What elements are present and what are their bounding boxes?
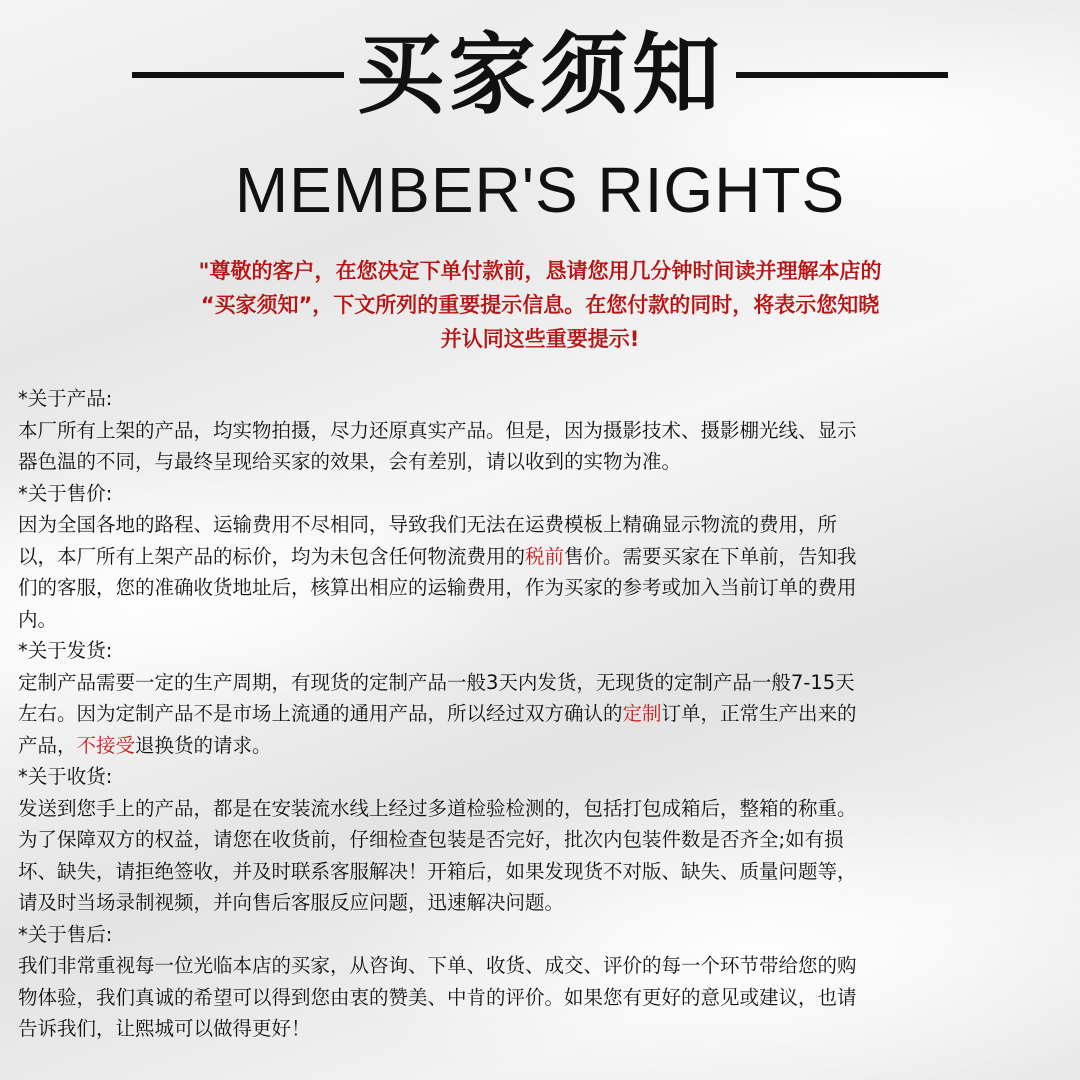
shipping-text: 左右。因为定制产品不是市场上流通的通用产品，所以经过双方确认的 [18,702,623,725]
after-sales-line: 我们非常重视每一位光临本店的买家，从咨询、下单、收货、成交、评价的每一个环节带给您的购 [18,954,857,977]
shipping-line [18,730,1068,762]
product-line: 本厂所有上架的产品，均实物拍摄，尽力还原真实产品。但是，因为摄影技术、摄影棚光线、显示 [18,418,857,442]
section-heading-shipping: *关于发货: [18,639,113,662]
notice-block [60,254,1020,356]
title-rule-right [736,72,948,78]
section-heading-product: *关于产品: [18,387,113,410]
notice-line: “买家须知”，下文所列的重要提示信息。在您付款的同时，将表示您知晓 [200,293,880,317]
title-rule-left [132,72,344,78]
after-sales-line: 告诉我们，让熙城可以做得更好！ [18,1017,311,1040]
shipping-text: 订单，正常生产出来的 [661,702,857,725]
notice-line: "尊敬的客户，在您决定下单付款前，恳请您用几分钟时间读并理解本店的 [198,259,882,283]
shipping-text: 退换货的请求。 [135,733,272,757]
receiving-line: 发送到您手上的产品，都是在安装流水线上经过多道检验检测的，包括打包成箱后，整箱的称重。 [18,796,857,820]
receiving-line: 请及时当场录制视频，并向售后客服反应问题，迅速解决问题。 [18,891,565,914]
price-text: 以，本厂所有上架产品的标价，均为未包含任何物流费用的 [18,544,526,568]
product-line: 器色温的不同，与最终呈现给买家的效果，会有差别，请以收到的实物为准。 [18,450,682,473]
price-line: 们的客服，您的准确收货地址后，核算出相应的运输费用，作为买家的参考或加入当前订单的费用 [18,576,857,599]
shipping-line [18,698,1068,730]
no-return-highlight: 不接受 [76,733,136,757]
section-heading-receiving: *关于收货: [18,765,113,788]
notice-line: 并认同这些重要提示! [440,327,640,351]
pre-tax-highlight: 税前 [525,544,565,568]
page-title: 买家须知 [355,23,724,126]
title-row [0,20,1080,130]
shipping-line: 定制产品需要一定的生产周期，有现货的定制产品一般3天内发货，无现货的定制产品一般7-15天 [18,670,855,694]
receiving-line: 为了保障双方的权益，请您在收货前，仔细检查包装是否完好，批次内包装件数是否齐全;如有损 [18,828,844,851]
price-text: 售价。需要买家在下单前，告知我 [564,544,857,568]
shipping-text: 产品， [18,733,77,757]
receiving-line: 坏、缺失，请拒绝签收，并及时联系客服解决！开箱后，如果发现货不对版、缺失、质量问题等， [18,859,857,883]
page-subtitle: MEMBER'S RIGHTS [234,154,846,226]
terms-content [18,383,1068,1045]
section-heading-price: *关于售价: [18,481,113,505]
custom-highlight: 定制 [622,702,662,725]
price-line [18,541,1068,573]
price-line: 因为全国各地的路程、运输费用不尽相同，导致我们无法在运费模板上精确显示物流的费用，所 [18,513,838,536]
section-heading-after-sales: *关于售后: [18,922,113,946]
after-sales-line: 物体验，我们真诚的希望可以得到您由衷的赞美、中肯的评价。如果您有更好的意见或建议，也请 [18,985,857,1009]
price-line: 内。 [18,607,58,631]
